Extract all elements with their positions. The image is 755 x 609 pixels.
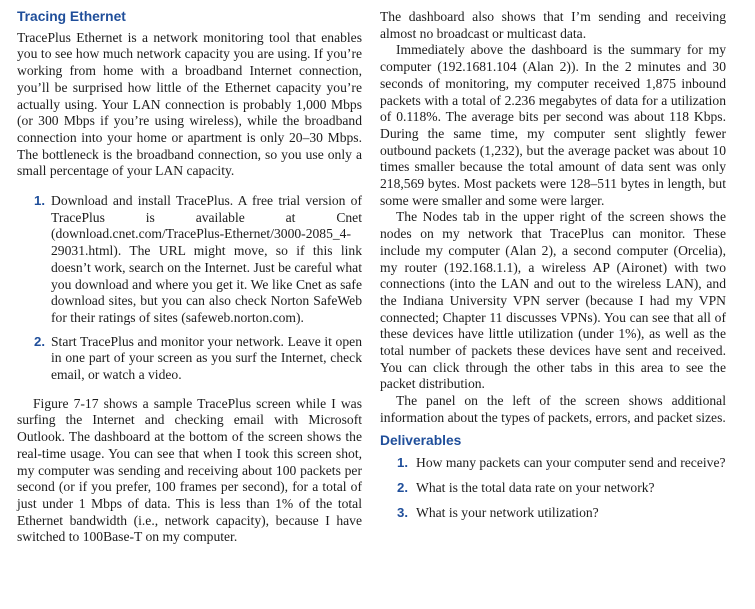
deliverables-list (380, 455, 726, 521)
summary-paragraph: Immediately above the dashboard is the summary for my computer (192.1681.104 (Alan 2)). In the 2 minutes and 30 seconds of monitoring, my computer received 1,875 inbound packets with a total of 2.236 megabytes of data for a utilization of 0.118%. The average bits per second was about 118 Kbps. During the same time, my computer sent slightly fewer outbound packets (1,232), but the average packet was about 10 times smaller because the total amount of data sent was only 218,569 bytes. Most packets were 128–511 bytes in length, but some were smaller and some were larger. (380, 42, 726, 208)
deliverable-text: What is the total data rate on your network? (416, 479, 655, 495)
step-text: Start TracePlus and monitor your network. Leave it open in one part of your screen as you surf the Internet, check email, or watch a video. (51, 333, 362, 383)
deliverable-text: How many packets can your computer send and receive? (416, 455, 726, 471)
nodes-paragraph: The Nodes tab in the upper right of the screen shows the nodes on my network that TracePlus can monitor. These include my computer (Alan 2), a second computer (Orcelia), my router (192.168.1.1), a wireless AP (Aironet) with two connections (into the LAN and out to the wireless LAN), and the Indiana University VPN server (because I had my VPN connected; Chapter 11 discusses VPNs). You can see that all of these devices have little utilization (under 1%), as well as the total number of packets these devices have sent and received. You can click through the other tabs in this area to see the packet distribution. (380, 209, 726, 392)
deliverable-item (380, 505, 726, 522)
step-item (17, 193, 362, 327)
deliverable-item (380, 480, 726, 497)
section-heading: Tracing Ethernet (17, 9, 126, 24)
deliverables-heading: Deliverables (380, 432, 462, 448)
left-column (17, 9, 362, 546)
deliverable-number: 2. (397, 479, 408, 495)
dashboard-paragraph: The dashboard also shows that I’m sending and receiving almost no broadcast or multicast data. (380, 9, 726, 41)
deliverable-number: 1. (397, 455, 408, 471)
deliverable-number: 3. (397, 504, 408, 520)
deliverable-item (380, 455, 726, 472)
deliverable-text: What is your network utilization? (416, 504, 599, 520)
figure-paragraph: Figure 7-17 shows a sample TracePlus screen while I was surfing the Internet and checking email with Microsoft Outlook. The dashboard at the bottom of the screen shows the real-time usage. You can see that when I took this screen shot, my computer was sending and receiving about 100 packets per second (or if you prefer, 100 frames per second), for a total of just under 1 Mbps of data. This is less than 1% of the total Ethernet bandwidth (i.e., network capacity), because I have switched to 100Base-T on my computer. (17, 395, 362, 545)
right-column (380, 9, 726, 529)
step-item (17, 334, 362, 384)
step-number: 2. (34, 333, 45, 349)
step-text: Download and install TracePlus. A free trial version of TracePlus is available at Cnet (download.cnet.com/TracePlus-Ethernet/3000-2085_4-29031.html). The URL might move, so if this link doesn’t work, search on the Internet. Just be careful what you download and where you get it. We like Cnet as safe download sites, but you can also check Norton SafeWeb for their ratings of sites (safeweb.norton.com). (51, 193, 362, 325)
intro-paragraph: TracePlus Ethernet is a network monitoring tool that enables you to see how much network capacity you are using. If you’re working from home with a broadband Internet connection, you’ll be surprised how little of the Ethernet capacity you’re actually using. Your LAN connection is probably 1,000 Mbps (or 300 Mbps if you’re using wireless), while the broadband connection into your home or apartment is only 20–30 Mbps. The bottleneck is the broadband connection, so you use only a small percentage of your LAN capacity. (17, 29, 362, 179)
step-number: 1. (34, 193, 45, 209)
panel-paragraph: The panel on the left of the screen shows additional information about the types of packets, errors, and packet sizes. (380, 393, 726, 425)
steps-list (17, 193, 362, 384)
